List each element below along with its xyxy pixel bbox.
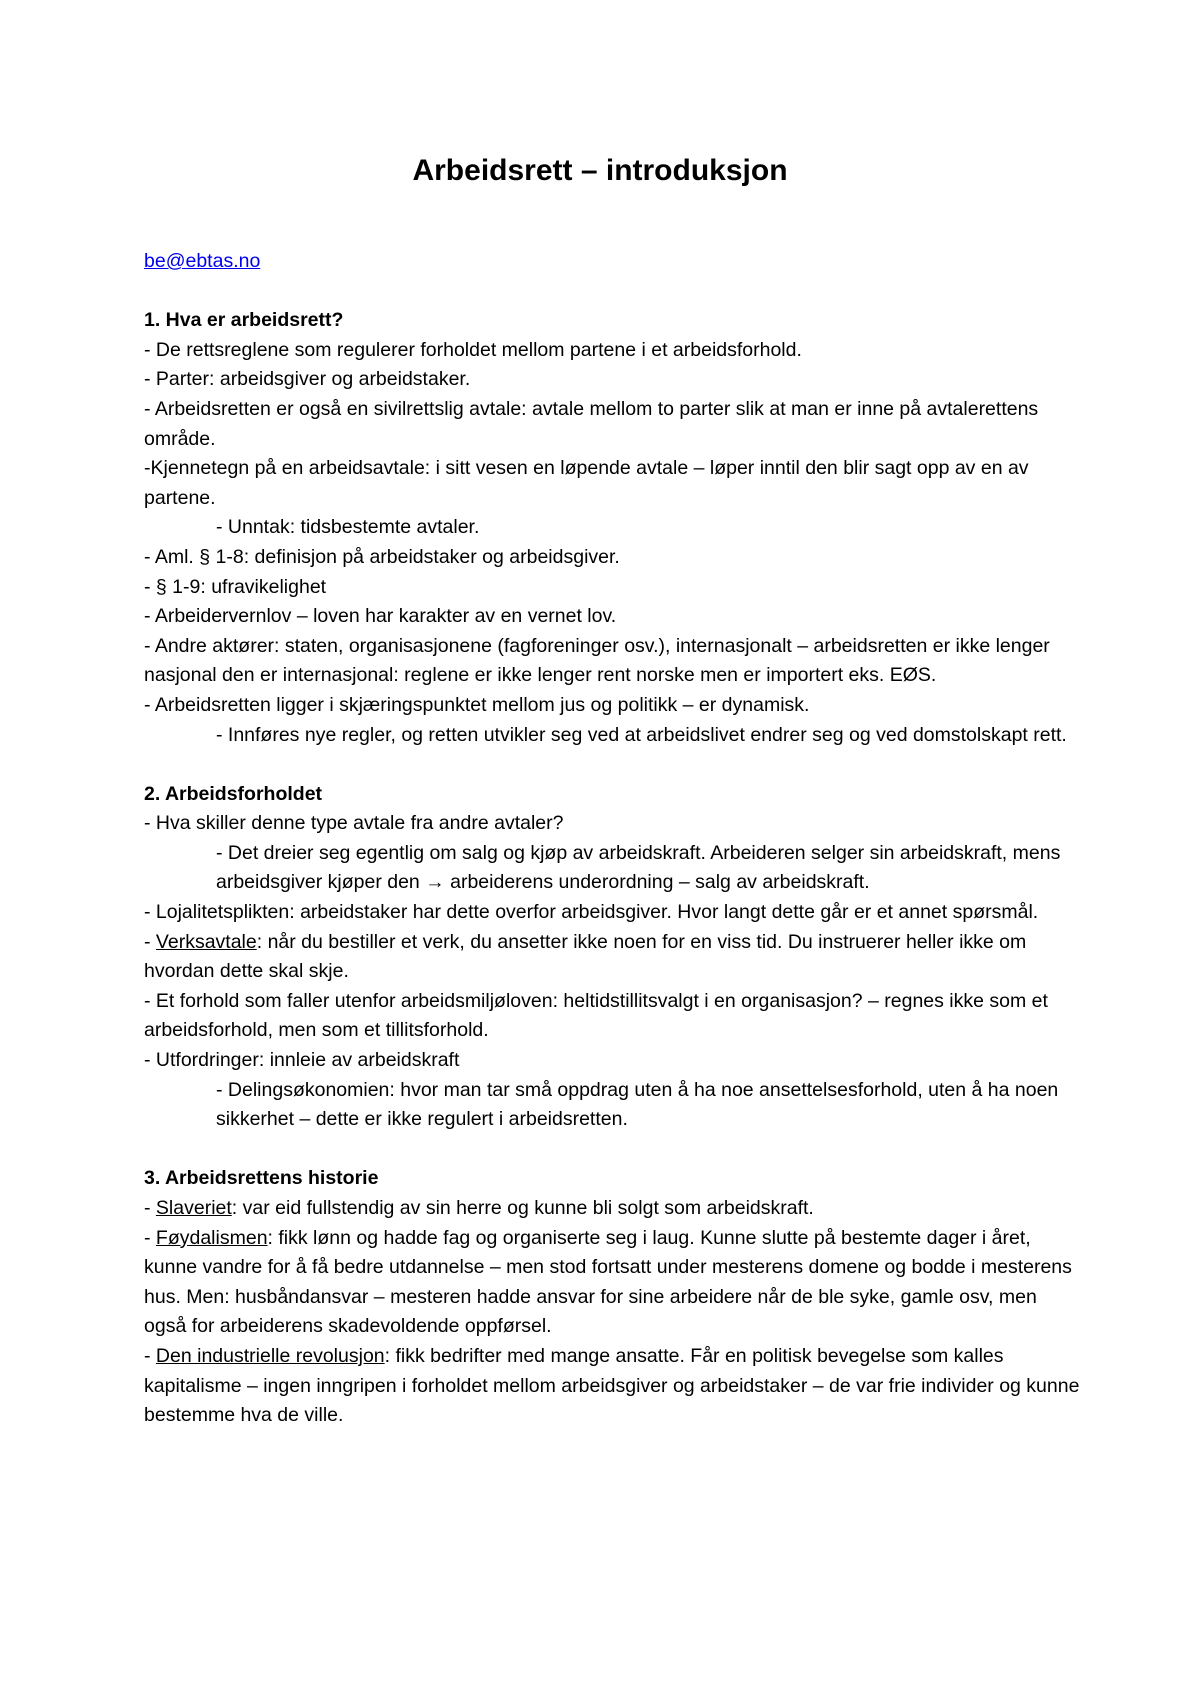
section-heading: 1. Hva er arbeidsrett? <box>144 309 344 332</box>
underlined-term: Føydalismen <box>155 1226 268 1249</box>
underlined-term: Slaveriet <box>155 1197 232 1219</box>
line-text: arbeiderens underordning – salg av arbeidskraft. <box>450 871 870 894</box>
paragraph-line: - Arbeidsretten er også en sivilrettslig avtale: avtale mellom to parter slik at man er inne på avtalerettens område. <box>144 397 1039 450</box>
dash: - <box>144 1344 156 1367</box>
paragraph-line: - De rettsreglene som regulerer forholdet mellom partene i et arbeidsforhold. <box>144 338 802 361</box>
dash: - <box>144 930 156 953</box>
paragraph-line: - Utfordringer: innleie av arbeidskraft <box>144 1049 460 1072</box>
line-text: : var eid fullstendig av sin herre og kunne bli solgt som arbeidskraft. <box>231 1197 814 1219</box>
paragraph-line: - Lojalitetsplikten: arbeidstaker har dette overfor arbeidsgiver. Hvor langt dette går er et annet spørsmål. <box>144 901 1039 924</box>
indented-line <box>144 839 1080 898</box>
email-link[interactable]: be@ebtas.no <box>144 250 261 272</box>
line-text: : fikk lønn og hadde fag og organiserte seg i laug. Kunne slutte på bestemte dager i året, kunne vandre for å få bedre utdannelse – men stod fortsatt under mesterens domene og bodde i mesterens hus. Men: husbåndansvar – mesteren hadde ansvar for sine arbeidere når de ble syke, gamle osv, men også for arbeiderens skadevoldende oppførsel. <box>144 1226 1072 1338</box>
underlined-term: Den industrielle revolusjon <box>155 1344 385 1367</box>
indented-line: - Unntak: tidsbestemte avtaler. <box>216 516 480 539</box>
indented-line: - Innføres nye regler, og retten utvikler seg ved at arbeidslivet endrer seg og ved domstolskapt rett. <box>216 723 1067 746</box>
line-text: : når du bestiller et verk, du ansetter ikke noen for en viss tid. Du instruerer heller ikke om hvordan dette skal skje. <box>144 930 1027 983</box>
indented-line: - Delingsøkonomien: hvor man tar små oppdrag uten å ha noe ansettelsesforhold, uten å ha noen sikkerhet – dette er ikke regulert i arbeidsretten. <box>216 1078 1059 1131</box>
paragraph-line: - § 1-9: ufravikelighet <box>144 575 327 598</box>
line-text: : fikk bedrifter med mange ansatte. Får en politisk bevegelse som kalles kapitalisme – ingen inngripen i forholdet mellom arbeidsgiver og arbeidstaker – de var frie individer og kunne bestemme hva de ville. <box>144 1344 1080 1427</box>
dash: - <box>144 1197 156 1219</box>
paragraph-line: - Arbeidsretten ligger i skjæringspunktet mellom jus og politikk – er dynamisk. <box>144 693 810 716</box>
paragraph-line <box>144 1342 1080 1431</box>
section-3 <box>144 1164 1080 1430</box>
paragraph-line: - Andre aktører: staten, organisasjonene (fagforeninger osv.), internasjonalt – arbeidsretten er ikke lenger nasjonal den er internasjonal: reglene er ikke lenger rent norske men er importert eks. EØS. <box>144 634 1050 687</box>
document-title: Arbeidsrett – introduksjon <box>412 154 788 187</box>
paragraph-line: - Hva skiller denne type avtale fra andre avtaler? <box>144 812 564 835</box>
paragraph-line <box>144 1224 1080 1342</box>
paragraph-line: - Arbeidervernlov – loven har karakter av en vernet lov. <box>144 605 617 628</box>
arrow-icon: → <box>425 871 445 894</box>
paragraph-line <box>144 1194 1080 1224</box>
paragraph-line <box>144 928 1080 987</box>
section-2 <box>144 780 1080 1135</box>
section-1 <box>144 306 1080 750</box>
section-heading: 3. Arbeidsrettens historie <box>144 1167 379 1190</box>
dash: - <box>144 1226 156 1249</box>
paragraph-line: - Parter: arbeidsgiver og arbeidstaker. <box>144 368 471 391</box>
paragraph-line: -Kjennetegn på en arbeidsavtale: i sitt vesen en løpende avtale – løper inntil den blir sagt opp av en av partene. <box>144 457 1029 509</box>
line-text: - Det dreier seg egentlig om salg og kjøp av arbeidskraft. Arbeideren selger sin arbeidskraft, mens arbeidsgiver kjøper den <box>216 841 1061 894</box>
section-heading: 2. Arbeidsforholdet <box>144 782 323 805</box>
underlined-term: Verksavtale <box>155 930 257 953</box>
paragraph-line: - Et forhold som faller utenfor arbeidsmiljøloven: heltidstillitsvalgt i en organisasjon? – regnes ikke som et arbeidsforhold, men som et tillitsforhold. <box>144 989 1048 1042</box>
paragraph-line: - Aml. § 1-8: definisjon på arbeidstaker og arbeidsgiver. <box>144 545 620 568</box>
